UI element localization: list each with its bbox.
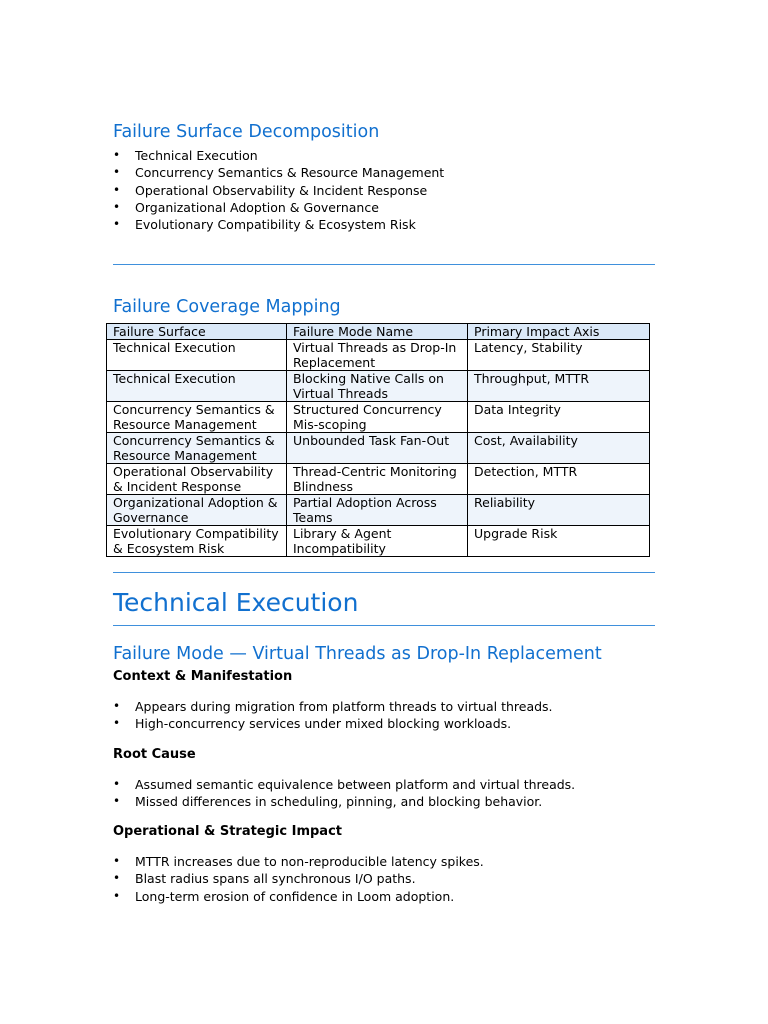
bullet-icon: • [113,871,121,886]
list-item: • Operational Observability & Incident Response [113,182,428,198]
table-cell: Concurrency Semantics & Resource Management [107,433,287,464]
table-row [107,402,650,433]
bullet-icon: • [113,148,121,162]
table-cell: Structured Concurrency Mis-scoping [287,402,468,433]
list-item: • Assumed semantic equivalence between platform and virtual threads. [113,777,576,792]
table-cell: Virtual Threads as Drop-In Replacement [287,340,468,371]
table-header-cell: Failure Surface [107,324,287,340]
table-cell: Partial Adoption Across Teams [287,495,468,526]
table-cell: Detection, MTTR [468,464,650,495]
table-cell: Data Integrity [468,402,650,433]
heading-context-manifestation: Context & Manifestation [113,669,293,684]
table-cell: Latency, Stability [468,340,650,371]
bullet-icon: • [113,217,121,232]
bullet-icon: • [113,777,121,791]
bullet-icon: • [113,888,121,903]
section-divider [113,572,655,573]
bullet-icon: • [113,699,121,713]
table-cell: Organizational Adoption & Governance [107,495,287,526]
bullet-icon: • [113,716,121,731]
heading-operational-strategic-impact: Operational & Strategic Impact [113,824,342,839]
failure-surface-list [113,147,444,233]
table-cell: Blocking Native Calls on Virtual Threads [287,371,468,402]
table-cell: Thread-Centric Monitoring Blindness [287,464,468,495]
list-item: • Organizational Adoption & Governance [113,199,379,215]
table-header-cell: Primary Impact Axis [468,324,650,340]
root-cause-list [113,776,575,811]
section-divider [113,264,655,265]
table-cell: Cost, Availability [468,433,650,464]
list-item: • Concurrency Semantics & Resource Management [113,165,445,181]
heading-failure-coverage-mapping: Failure Coverage Mapping [113,297,341,317]
list-item: • High-concurrency services under mixed blocking workloads. [113,716,512,732]
table-cell: Concurrency Semantics & Resource Management [107,402,287,433]
bullet-icon: • [113,182,121,197]
bullet-icon: • [113,165,121,180]
list-item: • Technical Execution [113,148,258,163]
list-item: • MTTR increases due to non-reproducible latency spikes. [113,854,484,869]
list-item: • Appears during migration from platform threads to virtual threads. [113,699,553,714]
bullet-icon: • [113,854,121,868]
table-cell: Upgrade Risk [468,526,650,557]
table-cell: Library & Agent Incompatibility [287,526,468,557]
table-header-row [107,324,650,340]
heading-failure-surface-decomposition: Failure Surface Decomposition [113,122,380,142]
bullet-icon: • [113,794,121,809]
table-row [107,433,650,464]
heading-failure-mode: Failure Mode — Virtual Threads as Drop-In Replacement [113,644,602,664]
table-cell: Evolutionary Compatibility & Ecosystem Risk [107,526,287,557]
failure-coverage-table [106,323,650,557]
table-row [107,526,650,557]
context-list [113,698,553,733]
table-cell: Throughput, MTTR [468,371,650,402]
table-row [107,340,650,371]
table-cell: Unbounded Task Fan-Out [287,433,468,464]
list-item: • Evolutionary Compatibility & Ecosystem Risk [113,217,416,233]
table-cell: Operational Observability & Incident Response [107,464,287,495]
impact-list [113,853,484,905]
title-underline [113,625,655,626]
table-header-cell: Failure Mode Name [287,324,468,340]
heading-technical-execution: Technical Execution [113,588,359,617]
table-cell: Reliability [468,495,650,526]
list-item: • Missed differences in scheduling, pinning, and blocking behavior. [113,794,543,810]
table-row [107,371,650,402]
table-row [107,464,650,495]
table-cell: Technical Execution [107,371,287,402]
bullet-icon: • [113,199,121,214]
table-row [107,495,650,526]
list-item: • Long-term erosion of confidence in Loom adoption. [113,888,455,904]
table-cell: Technical Execution [107,340,287,371]
list-item: • Blast radius spans all synchronous I/O paths. [113,871,416,887]
heading-root-cause: Root Cause [113,747,196,762]
